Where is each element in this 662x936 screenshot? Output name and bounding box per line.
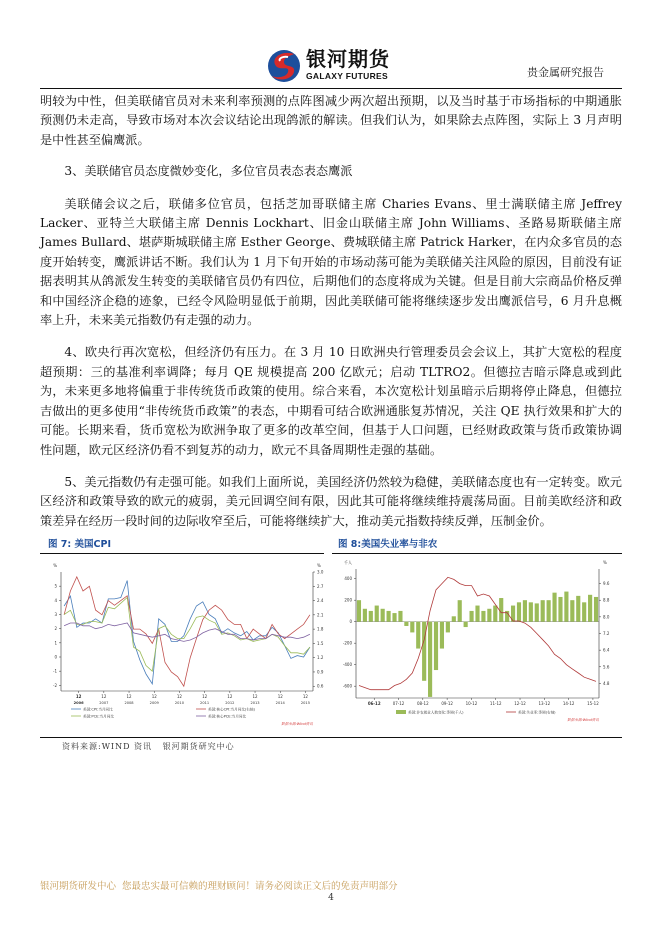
paragraph: 美联储会议之后，联储多位官员，包括芝加哥联储主席 Charies Evans、里士满联储主席 Jeffrey Lacker、亚特兰大联储主席 Dennis Lockhart、旧金山联储主席 John Williams、圣路易斯联储主席 James Bullard、堪萨斯城联储主席 Esther George、费城联储主席 Patrick Harker，在内众多官员的态度开始转变，鹰派讲话不断。我们认为 1 月下旬开始的市场动荡可能为美联储关注风险的原因，目前没有证据表明其从鸽派发生转变的美联储官员仍有四位，后期他们的态度将成为关键。但是目前大宗商品价格反弹和中国经济企稳的迹象，已经令风险明显低于前期，因此美联储可能将继续逐步发出鹰派信号，6 月升息概率上升，未来美元指数仍有走强的动力。 [40, 196, 622, 328]
y-tick-right-label: 2.7 [317, 583, 324, 589]
y-tick-right-label: 4.8 [603, 681, 610, 687]
report-type: 贵金属研究报告 [527, 66, 604, 79]
x-tick-label: 12 [126, 694, 132, 700]
bar [357, 600, 361, 622]
bar [387, 611, 391, 622]
bar [404, 622, 408, 626]
x-tick-label: 12 [176, 694, 182, 700]
cpi-chart [40, 557, 330, 733]
bar [446, 622, 450, 633]
bar [434, 622, 438, 670]
y-tick-right-label: 5.6 [603, 664, 610, 670]
y-tick-label: -1 [53, 668, 57, 674]
x-tick-label: 12 [202, 694, 208, 700]
x-tick-year: 2014 [275, 701, 285, 706]
bar [381, 609, 385, 622]
bar [475, 606, 479, 622]
source-note: 资料来源:WIND 资讯 银河期货研究中心 [62, 742, 235, 752]
y-tick-right-label: 7.2 [603, 631, 610, 637]
y-tick-right-label: 2.4 [317, 598, 324, 604]
bar [369, 611, 373, 622]
y-tick-right-label: 1.5 [317, 641, 324, 647]
legend-label: 美国:PCE:当月同比 [83, 714, 114, 719]
right-unit: % [603, 560, 607, 566]
company-logo [266, 48, 406, 84]
bar [564, 592, 568, 622]
chart-source-note: 数据来源:Wind资讯 [281, 722, 313, 727]
x-tick-label: 12 [101, 694, 107, 700]
series-line [64, 577, 310, 686]
figure-8-title: 图 8:美国失业率与非农 [338, 539, 438, 551]
y-tick-label: 5 [54, 583, 57, 589]
bar [416, 622, 420, 649]
bar [535, 604, 539, 622]
legend-label: 美国:CPI:当月同比 [83, 707, 113, 712]
bar [558, 597, 562, 622]
figure-7-title: 图 7: 美国CPI [48, 539, 111, 551]
x-tick-label: 07-12 [392, 701, 405, 707]
page-content [40, 92, 622, 752]
report-body [40, 92, 622, 531]
bar [440, 622, 444, 649]
bar [464, 622, 468, 627]
x-tick-label: 09-12 [441, 701, 453, 707]
x-tick-label: 12 [277, 694, 283, 700]
logo-text-en: GALAXY FUTURES [306, 71, 388, 81]
y-tick-right-label: 0.9 [317, 669, 324, 675]
bar [452, 616, 456, 621]
y-tick-label: -200 [342, 640, 352, 646]
x-tick-label: 13-12 [538, 701, 551, 707]
y-tick-label: -2 [53, 682, 57, 688]
unemployment-payroll-chart [332, 557, 622, 733]
chart-source-note: 数据来源:Wind资讯 [567, 718, 599, 723]
x-tick-label: 06-12 [367, 701, 381, 707]
figures-row [40, 539, 622, 735]
y-tick-right-label: 1.2 [317, 655, 324, 661]
y-tick-right-label: 9.6 [603, 581, 610, 587]
bar [410, 622, 414, 633]
x-tick-year: 2006 [73, 701, 84, 706]
bar [458, 600, 462, 622]
x-tick-year: 2012 [225, 701, 235, 706]
figure-divider [40, 553, 324, 554]
bar [594, 597, 598, 622]
legend-label: 美国:核心PCE:当月同比 [208, 714, 247, 719]
legend-swatch [396, 710, 406, 714]
figure-bottom-divider [40, 737, 622, 738]
x-tick-year: 2008 [124, 701, 134, 706]
x-tick-label: 12 [302, 694, 308, 700]
x-tick-label: 10-12 [465, 701, 478, 707]
legend-label: 美国:核心CPI:当月同比(右轴) [208, 707, 255, 712]
x-tick-label: 12 [252, 694, 258, 700]
header-divider [40, 88, 622, 89]
x-tick-label: 11-12 [489, 701, 502, 707]
bar [552, 593, 556, 622]
bar [499, 598, 503, 622]
bar [570, 600, 574, 622]
bar [428, 622, 432, 697]
x-tick-label: 12 [151, 694, 157, 700]
bar [582, 602, 586, 621]
left-unit: 千人 [344, 560, 352, 566]
y-tick-label: 1 [54, 640, 57, 646]
y-tick-right-label: 3.0 [317, 569, 324, 575]
y-tick-label: 0 [349, 619, 352, 625]
bar [392, 613, 396, 622]
logo-text-cn: 银河期货 [306, 47, 390, 71]
bar [481, 611, 485, 622]
x-tick-label: 15-12 [587, 701, 599, 707]
galaxy-logo-icon [266, 48, 302, 84]
x-tick-year: 2010 [174, 701, 185, 706]
y-tick-right-label: 8.8 [603, 597, 610, 603]
bar [576, 596, 580, 622]
bar [529, 602, 533, 621]
footer-text: 银河期货研发中心 您最忠实最可信赖的理财顾问！请务必阅读正文后的免责声明部分 [40, 881, 398, 892]
y-tick-right-label: 0.6 [317, 683, 324, 689]
left-unit: % [53, 563, 57, 569]
series-line [64, 581, 310, 684]
bar [493, 606, 497, 622]
x-tick-label: 12 [227, 694, 233, 700]
x-tick-label: 08-12 [417, 701, 429, 707]
series-line [359, 577, 596, 689]
right-unit: % [317, 563, 321, 569]
bar [375, 606, 379, 622]
y-tick-label: 200 [344, 597, 352, 603]
y-tick-right-label: 8.0 [603, 614, 610, 620]
y-tick-label: 0 [54, 654, 57, 660]
bar [547, 600, 551, 622]
y-tick-right-label: 1.8 [317, 626, 324, 632]
figure-divider [332, 553, 622, 554]
x-tick-year: 2013 [250, 701, 260, 706]
bar [588, 595, 592, 622]
bar [517, 602, 521, 621]
y-tick-label: 3 [54, 612, 57, 618]
page-number: 4 [328, 893, 334, 903]
paragraph: 5、美元指数仍有走强可能。如我们上面所说，美国经济仍然较为稳健，美联储态度也有一定转变。欧元区经济和政策导致的欧元的疲弱，美元回调空间有限，因此其可能将继续维持震荡局面。目前美欧经济和政策差异在经历一段时间的边际收窄至后，可能将继续扩大，推动美元指数持续反弹，压制金价。 [40, 474, 622, 528]
x-tick-year: 2015 [300, 701, 311, 706]
legend-label: 美国:失业率:季调(右轴) [518, 710, 556, 715]
x-tick-label: 14-12 [562, 701, 575, 707]
paragraph: 4、欧央行再次宽松，但经济仍有压力。在 3 月 10 日欧洲央行管理委员会会议上，其扩大宽松的程度超预期：三的基准利率调降；每月 QE 规模提高 200 亿欧元；启动 TLTRO2。但德拉吉暗示降息或到此为，未来更多地将偏重于非传统货币政策的使用。综合来看，本次宽松计划虽暗示后期将停止降息，但德拉吉做出的更多使用“非传统货币政策”的表态，中期看可结合欧洲通胀复苏情况，关注 QE 执行效果和扩大的可能。长期来看，货币宽松为欧洲争取了更多的改革空间，但基于人口问题，已经财政政策与货币政策协调性问题，欧元区经济仍看不到复苏的动力，欧元不具备周期性走强的基础。 [40, 345, 622, 457]
y-tick-label: 4 [54, 597, 57, 603]
y-tick-label: -600 [342, 683, 352, 689]
bar [363, 609, 367, 622]
y-tick-right-label: 2.1 [317, 612, 324, 618]
bar [398, 611, 402, 622]
section-heading: 3、美联储官员态度微妙变化，多位官员表态表态鹰派 [64, 164, 353, 179]
x-tick-label: 12-12 [514, 701, 526, 707]
paragraph: 明较为中性，但美联储官员对未来利率预测的点阵图减少两次超出预期，以及当时基于市场指标的中期通胀预测仍未走高，导致市场对本次会议结论出现鸽派的解读。但我们认为，如果除去点阵图，实际上 3 月声明是中性甚至偏鹰派。 [40, 94, 622, 147]
y-tick-right-label: 6.4 [603, 647, 610, 653]
bar [541, 600, 545, 622]
y-tick-label: -400 [342, 662, 352, 668]
y-tick-label: 400 [344, 576, 352, 582]
x-tick-label: 12 [75, 694, 82, 700]
legend-label: 美国:非农就业人数变化:季调(千人) [408, 710, 464, 715]
x-tick-year: 2011 [200, 701, 210, 706]
bar [523, 600, 527, 622]
x-tick-year: 2007 [99, 701, 109, 706]
y-tick-label: 2 [54, 626, 57, 632]
x-tick-year: 2009 [149, 701, 159, 706]
bar [469, 611, 473, 622]
bar [487, 609, 491, 622]
bar [422, 622, 426, 681]
